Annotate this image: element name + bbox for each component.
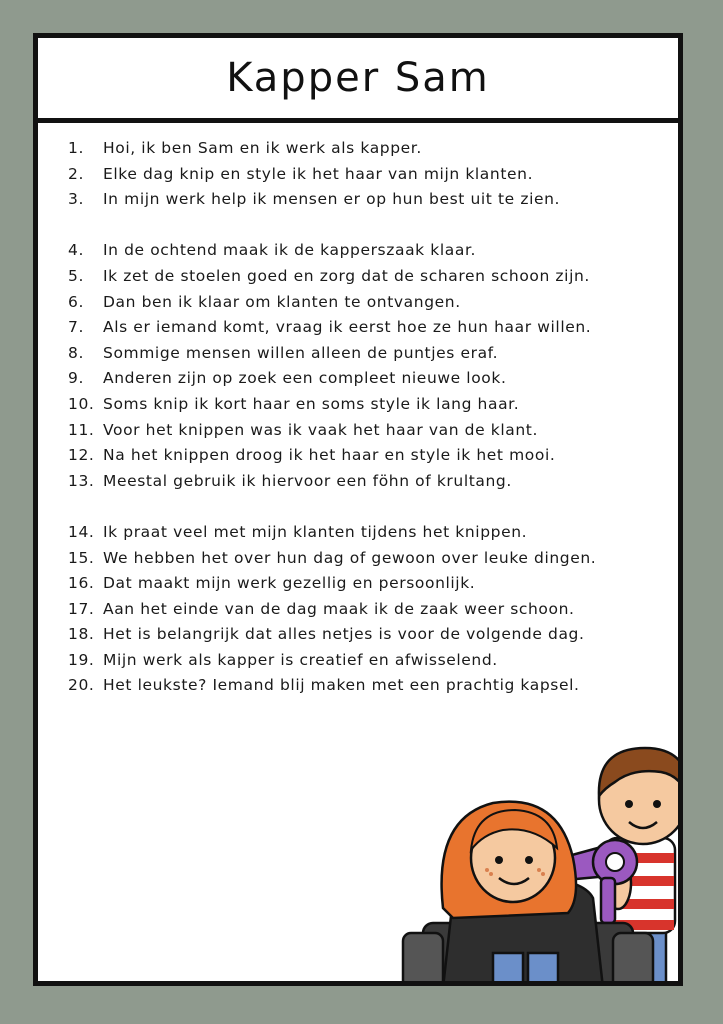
sentence-line (68, 264, 678, 290)
sentence-text: In de ochtend maak ik de kapperszaak klaar. (103, 241, 477, 260)
sentence-number: 14. (68, 522, 95, 541)
sentence-number: 18. (68, 625, 95, 644)
sentence-text: Na het knippen droog ik het haar en style ik het mooi. (103, 446, 556, 465)
sentence-number: 7. (68, 318, 84, 337)
sentence-number: 3. (68, 190, 84, 209)
sentence-number: 9. (68, 369, 84, 388)
sentence-line (68, 238, 678, 264)
sentence-line (68, 341, 678, 367)
sentence-line (68, 597, 678, 623)
sentence-line (68, 673, 678, 699)
sentence-number: 5. (68, 266, 84, 285)
sentence-text: Dat maakt mijn werk gezellig en persoonlijk. (103, 574, 476, 593)
sentence-text: Ik praat veel met mijn klanten tijdens het knippen. (103, 522, 528, 541)
sentence-line (68, 571, 678, 597)
sentence-text: We hebben het over hun dag of gewoon over leuke dingen. (103, 548, 597, 567)
sentence-line (68, 136, 678, 162)
sentence-line (68, 520, 678, 546)
sentence-text: In mijn werk help ik mensen er op hun best uit te zien. (103, 190, 561, 209)
sentence-line (68, 418, 678, 444)
page-title: Kapper Sam (226, 55, 490, 101)
sentence-text: Ik zet de stoelen goed en zorg dat de scharen schoon zijn. (103, 266, 590, 285)
sentence-line (68, 290, 678, 316)
sentence-line (68, 443, 678, 469)
sentence-list (68, 136, 678, 699)
sentence-number: 10. (68, 394, 95, 413)
sentence-line (68, 187, 678, 213)
title-bar (38, 38, 678, 123)
sentence-number: 1. (68, 139, 84, 157)
sentence-number: 2. (68, 164, 84, 183)
sentence-text: Als er iemand komt, vraag ik eerst hoe ze hun haar willen. (103, 318, 592, 337)
sentence-text: Aan het einde van de dag maak ik de zaak weer schoon. (103, 599, 575, 618)
sentence-number: 12. (68, 446, 95, 465)
sentence-line (68, 315, 678, 341)
sentence-text: Anderen zijn op zoek een compleet nieuwe look. (103, 369, 507, 388)
sentence-line (68, 366, 678, 392)
sentence-text: Meestal gebruik ik hiervoor een föhn of krultang. (103, 471, 512, 490)
sentence-number: 11. (68, 420, 95, 439)
sentence-number: 15. (68, 548, 95, 567)
sentence-text: Dan ben ik klaar om klanten te ontvangen. (103, 292, 461, 311)
sentence-line (68, 546, 678, 572)
sentence-number: 13. (68, 471, 95, 490)
sentence-text: Mijn werk als kapper is creatief en afwisselend. (103, 650, 498, 669)
sentence-line (68, 162, 678, 188)
sentence-number: 4. (68, 241, 84, 260)
sentence-text: Voor het knippen was ik vaak het haar van de klant. (103, 420, 538, 439)
sentence-number: 17. (68, 599, 95, 618)
sentence-text: Elke dag knip en style ik het haar van mijn klanten. (103, 164, 534, 183)
sentence-line (68, 469, 678, 495)
sentence-number: 6. (68, 292, 84, 311)
sentence-line (68, 392, 678, 418)
sentence-text: Het is belangrijk dat alles netjes is voor de volgende dag. (103, 625, 585, 644)
sentence-number: 20. (68, 676, 95, 695)
sentence-line (68, 648, 678, 674)
sentence-line (68, 622, 678, 648)
sentence-text: Hoi, ik ben Sam en ik werk als kapper. (103, 139, 422, 157)
worksheet (33, 33, 683, 986)
sentence-number: 16. (68, 574, 95, 593)
sentence-text: Het leukste? Iemand blij maken met een prachtig kapsel. (103, 676, 580, 695)
sentence-text: Sommige mensen willen alleen de puntjes eraf. (103, 343, 499, 362)
sentence-number: 19. (68, 650, 95, 669)
barber-illustration (383, 718, 683, 986)
sentence-number: 8. (68, 343, 84, 362)
sentence-text: Soms knip ik kort haar en soms style ik lang haar. (103, 394, 520, 413)
